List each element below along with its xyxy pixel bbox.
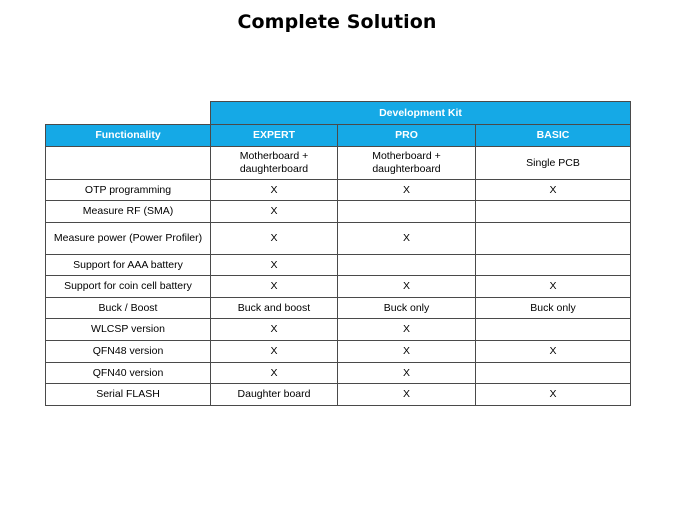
column-header-functionality: Functionality (46, 125, 211, 147)
table-row (46, 341, 631, 363)
development-kit-header: Development Kit (211, 102, 631, 125)
slide-title: Complete Solution (237, 11, 437, 33)
cell-expert: X (211, 341, 338, 363)
cell-expert: Buck and boost (211, 298, 338, 319)
cell-basic: X (476, 276, 631, 298)
cell-feature: Measure RF (SMA) (46, 201, 211, 223)
cell-basic: X (476, 384, 631, 406)
cell-pro: X (338, 341, 476, 363)
table-row (46, 363, 631, 384)
table-row (46, 298, 631, 319)
table-row (46, 255, 631, 276)
cell-pro: Buck only (338, 298, 476, 319)
cell-pro (338, 201, 476, 223)
cell-basic: X (476, 341, 631, 363)
cell-feature (46, 147, 211, 180)
cell-expert: X (211, 201, 338, 223)
cell-feature: OTP programming (46, 180, 211, 201)
cell-basic: X (476, 180, 631, 201)
cell-expert: X (211, 363, 338, 384)
cell-feature: Support for coin cell battery (46, 276, 211, 298)
cell-pro: X (338, 223, 476, 255)
table-row (46, 201, 631, 223)
cell-feature: Measure power (Power Profiler) (46, 223, 211, 255)
cell-feature: Serial FLASH (46, 384, 211, 406)
blank-corner-cell (46, 102, 211, 125)
column-header-basic: BASIC (476, 125, 631, 147)
cell-expert: X (211, 223, 338, 255)
cell-feature: QFN48 version (46, 341, 211, 363)
cell-expert: Motherboard + daughterboard (211, 147, 338, 180)
cell-basic (476, 363, 631, 384)
column-header-pro: PRO (338, 125, 476, 147)
cell-expert: Daughter board (211, 384, 338, 406)
column-header-row (46, 125, 631, 147)
cell-expert: X (211, 255, 338, 276)
cell-basic (476, 223, 631, 255)
cell-pro (338, 255, 476, 276)
cell-basic (476, 319, 631, 341)
cell-basic (476, 255, 631, 276)
cell-pro: X (338, 384, 476, 406)
cell-pro: X (338, 363, 476, 384)
cell-feature: Support for AAA battery (46, 255, 211, 276)
table-row (46, 180, 631, 201)
table-row (46, 223, 631, 255)
table-row (46, 276, 631, 298)
cell-basic: Buck only (476, 298, 631, 319)
cell-expert: X (211, 319, 338, 341)
cell-pro: X (338, 319, 476, 341)
cell-feature: QFN40 version (46, 363, 211, 384)
cell-basic (476, 201, 631, 223)
group-header-row (46, 102, 631, 125)
cell-expert: X (211, 180, 338, 201)
cell-pro: X (338, 180, 476, 201)
cell-feature: WLCSP version (46, 319, 211, 341)
cell-pro: Motherboard + daughterboard (338, 147, 476, 180)
cell-basic: Single PCB (476, 147, 631, 180)
comparison-table (45, 101, 631, 406)
table-row (46, 384, 631, 406)
table-row (46, 147, 631, 180)
column-header-expert: EXPERT (211, 125, 338, 147)
cell-pro: X (338, 276, 476, 298)
cell-feature: Buck / Boost (46, 298, 211, 319)
cell-expert: X (211, 276, 338, 298)
table-row (46, 319, 631, 341)
